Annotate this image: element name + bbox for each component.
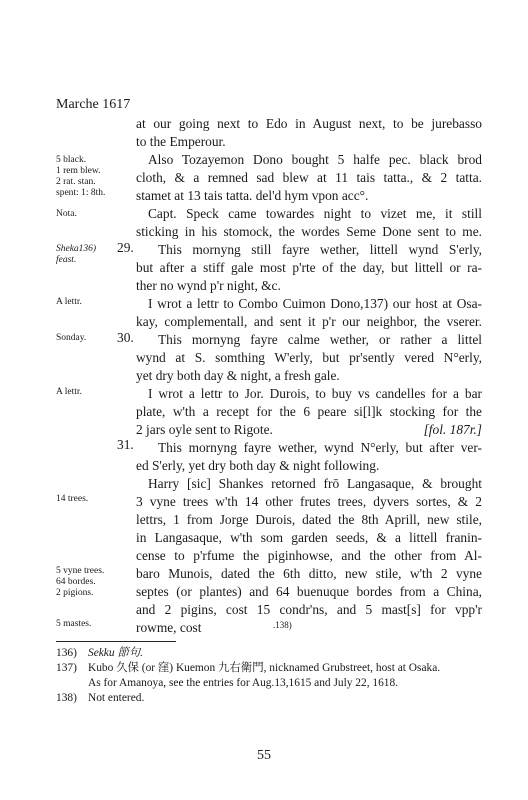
text-line: 3 vyne trees w'th 14 other frutes trees, dyvers sortes, & 2 (136, 494, 482, 509)
footnote-text: Sekku 節句. (88, 647, 144, 659)
text-line: ed S'erly, yet dry both day & night following. (136, 458, 380, 473)
text-line: This mornyng still fayre wether, littell wynd S'erly, (158, 242, 482, 257)
footnote (56, 691, 144, 705)
footnote (56, 661, 440, 675)
text-line: stamet at 13 tais tatta. del'd hym vpon acc°. (136, 188, 369, 203)
footnote-text: Not entered. (88, 692, 145, 704)
text-line: I wrot a lettr to Jor. Durois, to buy vs candelles for a bar (148, 386, 482, 401)
text-line: but after a stiff gale most p'rte of the day, but littell or ra- (136, 260, 482, 275)
margin-note: 5 vyne trees. 64 bordes. 2 pigions. (56, 566, 105, 598)
text-line: and 2 pigins, cost 15 condr'ns, and 5 mast[s] for vpp'r (136, 602, 482, 617)
text-line: sticking in his stomock, the wordes Seme Done sent to me. (136, 224, 482, 239)
footnote-divider (56, 641, 176, 642)
footnote-continuation: As for Amanoya, see the entries for Aug.13,1615 and July 22, 1618. (88, 677, 399, 689)
text-line: kay, complementall, and sent it p'r our neighbor, the vserer. (136, 314, 482, 329)
text-line: yet dry both day & night, a fresh gale. (136, 368, 340, 383)
text-line: Also Tozayemon Dono bought 5 halfe pec. black brod (148, 152, 482, 167)
page-header: Marche 1617 (56, 97, 131, 112)
text-line: I wrot a lettr to Combo Cuimon Dono,137) our host at Osa- (148, 296, 482, 311)
day-number: 29. (117, 240, 134, 255)
text-line: cense to p'rfume the piginhowse, and the other from Al- (136, 548, 482, 563)
text-line: in Langasaque, w'th som garden seeds, & a littell franin- (136, 530, 482, 545)
text-line: cloth, & a remned sad blew at 11 tais tatta., & 2 tatta. (136, 170, 482, 185)
text-line: wynd at S. somthing W'erly, but pr'sently vered N°erly, (136, 350, 482, 365)
margin-note: Sonday. (56, 333, 87, 343)
footnote (56, 646, 143, 660)
text-line: 2 jars oyle sent to Rigote. (136, 422, 273, 437)
page-number: 55 (257, 748, 271, 763)
footnote-number: 138) (56, 692, 77, 704)
text-line: rowme, cost (136, 620, 202, 635)
text-line: Harry [sic] Shankes retorned frō Langasaque, & brought (148, 476, 482, 491)
margin-note: A lettr. (56, 387, 82, 397)
text-line: This mornyng fayre wether, wynd N°erly, but after ver- (158, 440, 482, 455)
text-line: lettrs, 1 from Jorge Durois, dated the 8th Aprill, new stile, (136, 512, 482, 527)
folio-marker: [fol. 187r.] (423, 422, 482, 437)
text-line: This mornyng fayre calme wether, or rather a littel (158, 332, 482, 347)
text-line: to the Emperour. (136, 134, 226, 149)
day-number: 30. (117, 330, 134, 345)
footnote-reference: .138) (273, 620, 292, 630)
margin-note: Nota. (56, 209, 77, 219)
text-line: ther no wynd p'r night, &c. (136, 278, 281, 293)
footnote-number: 137) (56, 662, 77, 674)
margin-note: A lettr. (56, 297, 82, 307)
text-line: Capt. Speck came towardes night to vizet me, it still (148, 206, 482, 221)
text-line: septes (or plantes) and 64 buenuque bordes from a China, (136, 584, 482, 599)
margin-note: Sheka136) feast. (56, 244, 97, 265)
footnote-number: 136) (56, 647, 77, 659)
text-line: at our going next to Edo in August next, to be jurebasso (136, 116, 482, 131)
margin-note: 5 mastes. (56, 619, 92, 629)
text-line: baro Munois, dated the 6th ditto, new stile, w'th 2 vyne (136, 566, 482, 581)
day-number: 31. (117, 437, 134, 452)
margin-note: 14 trees. (56, 494, 89, 504)
margin-note: 5 black. 1 rem blew. 2 rat. stan. spent: 1: 8th. (56, 155, 106, 198)
footnote-text: Kubo 久保 (or 窪) Kuemon 九右衛門, nicknamed Grubstreet, host at Osaka. (88, 662, 441, 674)
text-line: plate, w'th a recept for the 6 peare si[l]k stocking for the (136, 404, 482, 419)
